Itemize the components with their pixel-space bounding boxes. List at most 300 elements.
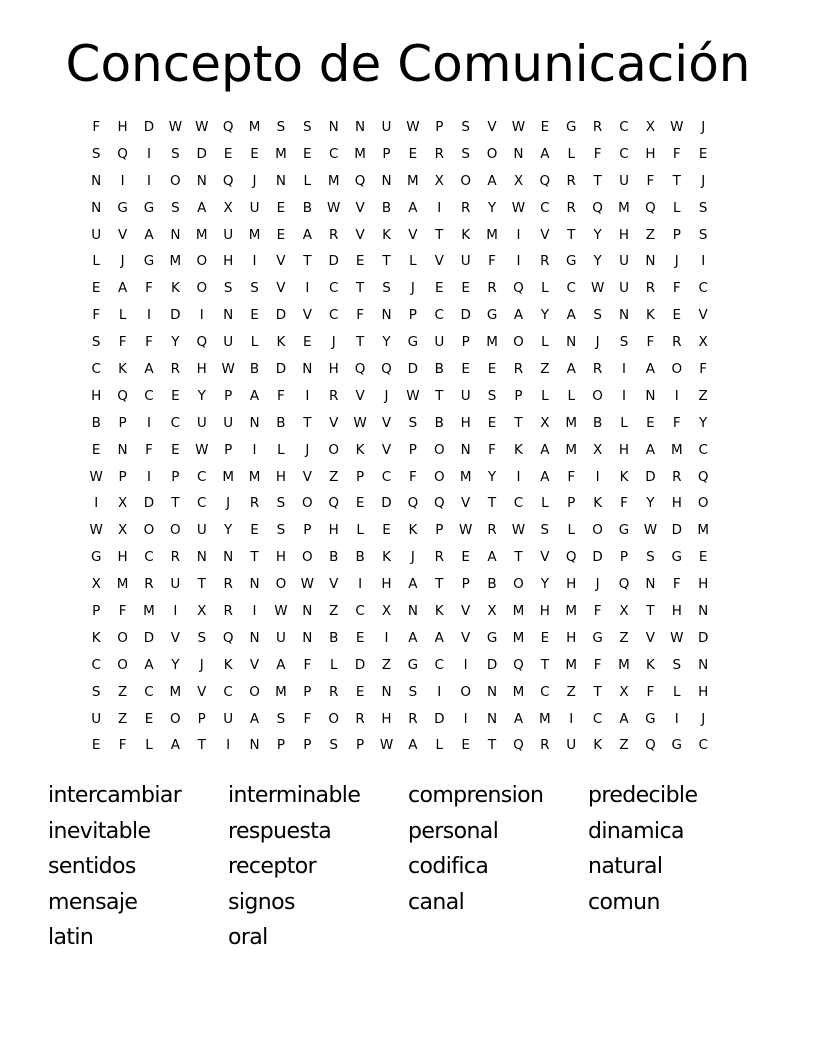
- grid-letter: I: [674, 710, 679, 727]
- grid-letter: B: [249, 361, 260, 378]
- grid-letter: T: [487, 495, 497, 512]
- grid-letter: L: [92, 253, 100, 270]
- grid-letter: L: [567, 387, 575, 404]
- grid-letter: E: [250, 307, 259, 324]
- grid-letter: P: [303, 683, 312, 700]
- grid-letter: P: [92, 603, 101, 620]
- grid-letter: A: [197, 199, 207, 216]
- grid-letter: L: [250, 334, 259, 351]
- grid-letter: R: [513, 361, 524, 378]
- grid-letter: D: [671, 522, 682, 539]
- grid-letter: C: [434, 307, 444, 324]
- grid-letter: D: [460, 307, 471, 324]
- grid-letter: I: [516, 226, 521, 243]
- grid-letter: O: [671, 361, 683, 378]
- grid-letter: L: [277, 441, 285, 458]
- grid-letter: C: [619, 145, 629, 162]
- grid-letter: E: [698, 145, 708, 162]
- grid-letter: I: [463, 656, 468, 673]
- word-list-item: receptor: [228, 854, 317, 879]
- grid-letter: K: [355, 441, 365, 458]
- grid-letter: C: [144, 549, 154, 566]
- grid-letter: H: [539, 603, 550, 620]
- grid-letter: I: [358, 576, 363, 593]
- grid-letter: S: [197, 629, 207, 646]
- grid-letter: S: [408, 414, 418, 431]
- grid-letter: F: [92, 307, 101, 324]
- grid-letter: R: [355, 710, 365, 727]
- grid-letter: K: [118, 361, 128, 378]
- grid-letter: N: [302, 361, 313, 378]
- grid-letter: E: [355, 629, 365, 646]
- grid-letter: Q: [222, 629, 234, 646]
- grid-letter: T: [197, 576, 206, 593]
- grid-letter: W: [458, 522, 473, 539]
- letter-grid: [83, 114, 716, 759]
- grid-letter: Q: [645, 199, 656, 216]
- grid-letter: N: [249, 576, 260, 593]
- grid-letter: O: [592, 387, 603, 404]
- grid-letter: F: [646, 334, 655, 351]
- grid-letter: Q: [328, 495, 340, 512]
- grid-letter: L: [620, 414, 628, 431]
- grid-letter: B: [329, 549, 339, 566]
- grid-letter: I: [674, 387, 679, 404]
- grid-letter: E: [276, 226, 286, 243]
- grid-letter: Y: [487, 468, 497, 485]
- grid-letter: O: [302, 549, 313, 566]
- grid-letter: S: [646, 549, 655, 566]
- grid-letter: C: [328, 145, 339, 162]
- grid-letter: Z: [117, 683, 128, 700]
- grid-letter: I: [516, 468, 521, 485]
- grid-letter: K: [514, 441, 523, 458]
- grid-letter: V: [461, 495, 471, 512]
- grid-letter: U: [91, 226, 102, 243]
- grid-letter: O: [460, 172, 471, 189]
- grid-letter: D: [697, 629, 709, 646]
- grid-letter: X: [592, 441, 603, 458]
- grid-letter: T: [303, 414, 312, 431]
- grid-letter: D: [170, 307, 181, 324]
- grid-letter: R: [223, 576, 233, 593]
- grid-letter: H: [698, 683, 709, 700]
- grid-letter: I: [252, 441, 257, 458]
- grid-letter: A: [540, 468, 550, 485]
- grid-letter: F: [672, 145, 681, 162]
- grid-letter: W: [353, 414, 367, 431]
- grid-letter: J: [384, 387, 389, 404]
- grid-letter: K: [593, 495, 603, 512]
- grid-letter: O: [143, 522, 155, 539]
- grid-letter: I: [120, 172, 125, 189]
- grid-letter: Y: [540, 576, 549, 593]
- grid-letter: I: [437, 199, 442, 216]
- grid-letter: W: [221, 361, 235, 378]
- grid-letter: E: [461, 737, 470, 754]
- grid-letter: F: [699, 361, 708, 378]
- grid-letter: T: [593, 172, 602, 189]
- grid-letter: H: [328, 361, 339, 378]
- grid-letter: E: [91, 280, 101, 297]
- grid-letter: H: [381, 576, 392, 593]
- grid-letter: N: [645, 253, 656, 270]
- grid-letter: G: [486, 307, 498, 324]
- grid-letter: T: [250, 549, 259, 566]
- grid-letter: S: [276, 710, 286, 727]
- grid-letter: P: [435, 522, 444, 539]
- grid-letter: T: [197, 737, 206, 754]
- grid-letter: E: [171, 441, 180, 458]
- grid-letter: Q: [117, 145, 128, 162]
- grid-letter: P: [619, 549, 629, 566]
- grid-letter: R: [408, 710, 418, 727]
- grid-letter: A: [513, 710, 524, 727]
- grid-letter: O: [117, 656, 128, 673]
- grid-letter: E: [672, 307, 682, 324]
- grid-letter: Q: [618, 576, 630, 593]
- grid-letter: Y: [171, 656, 180, 673]
- grid-letter: J: [410, 549, 415, 566]
- grid-letter: Z: [566, 683, 576, 700]
- grid-letter: W: [511, 199, 526, 216]
- grid-letter: Q: [697, 468, 709, 485]
- grid-letter: I: [516, 253, 521, 270]
- grid-letter: X: [197, 603, 207, 620]
- grid-letter: P: [567, 495, 576, 512]
- grid-letter: F: [118, 603, 127, 620]
- grid-letter: C: [698, 737, 708, 754]
- grid-letter: C: [355, 603, 365, 620]
- grid-letter: R: [434, 549, 444, 566]
- grid-letter: N: [328, 119, 339, 135]
- grid-letter: A: [170, 737, 180, 754]
- grid-letter: R: [329, 387, 339, 404]
- grid-letter: X: [698, 334, 708, 351]
- grid-letter: O: [433, 441, 445, 458]
- grid-letter: G: [565, 253, 577, 270]
- grid-letter: H: [275, 468, 286, 485]
- grid-letter: N: [355, 119, 366, 135]
- grid-letter: Z: [117, 710, 128, 727]
- grid-letter: W: [195, 441, 209, 458]
- grid-letter: W: [670, 119, 684, 135]
- grid-letter: I: [463, 710, 468, 727]
- grid-letter: E: [461, 549, 470, 566]
- grid-letter: O: [433, 468, 445, 485]
- grid-letter: K: [91, 629, 101, 646]
- grid-letter: E: [487, 361, 497, 378]
- grid-letter: H: [117, 549, 128, 566]
- word-list-item: oral: [228, 925, 268, 950]
- grid-letter: G: [671, 737, 683, 754]
- grid-letter: D: [143, 119, 155, 135]
- grid-letter: E: [408, 145, 418, 162]
- grid-letter: M: [327, 172, 340, 189]
- grid-letter: E: [646, 414, 655, 431]
- word-list-item: comun: [588, 889, 660, 915]
- grid-letter: M: [565, 414, 578, 431]
- grid-letter: F: [303, 710, 312, 727]
- grid-letter: J: [701, 119, 706, 135]
- grid-letter: C: [144, 387, 154, 404]
- grid-letter: H: [566, 576, 577, 593]
- grid-letter: E: [355, 495, 365, 512]
- grid-letter: J: [226, 495, 231, 512]
- grid-letter: S: [276, 495, 286, 512]
- grid-letter: P: [408, 307, 417, 324]
- grid-letter: Z: [381, 656, 392, 673]
- grid-letter: N: [91, 199, 102, 216]
- grid-letter: F: [567, 468, 576, 485]
- grid-letter: O: [328, 441, 340, 458]
- grid-letter: D: [381, 495, 392, 512]
- grid-letter: R: [645, 280, 656, 297]
- grid-letter: K: [461, 226, 471, 243]
- grid-letter: P: [276, 737, 285, 754]
- grid-letter: V: [434, 253, 444, 270]
- word-list-item: personal: [408, 818, 499, 844]
- grid-letter: J: [331, 334, 336, 351]
- grid-letter: G: [117, 199, 128, 216]
- grid-letter: N: [407, 603, 418, 620]
- grid-letter: T: [567, 226, 576, 243]
- grid-letter: A: [487, 172, 497, 189]
- grid-letter: C: [328, 280, 339, 297]
- grid-letter: C: [328, 307, 339, 324]
- grid-letter: X: [540, 414, 550, 431]
- grid-letter: Q: [354, 361, 366, 378]
- grid-letter: W: [168, 119, 183, 135]
- grid-letter: Y: [197, 387, 206, 404]
- grid-letter: J: [252, 172, 257, 189]
- grid-letter: E: [223, 145, 233, 162]
- grid-letter: N: [487, 710, 498, 727]
- grid-letter: U: [566, 737, 577, 754]
- grid-letter: C: [592, 710, 603, 727]
- grid-letter: T: [435, 226, 444, 243]
- grid-letter: M: [486, 226, 498, 243]
- grid-letter: A: [566, 307, 576, 324]
- grid-letter: I: [173, 603, 178, 620]
- grid-letter: R: [672, 468, 682, 485]
- grid-letter: P: [672, 226, 681, 243]
- grid-letter: X: [487, 603, 497, 620]
- grid-letter: N: [513, 145, 524, 162]
- grid-letter: F: [593, 603, 602, 620]
- grid-letter: R: [223, 603, 233, 620]
- grid-letter: A: [408, 576, 418, 593]
- grid-letter: U: [196, 522, 207, 539]
- grid-letter: V: [249, 656, 260, 673]
- grid-letter: C: [619, 119, 629, 135]
- grid-letter: N: [117, 441, 128, 458]
- grid-letter: U: [619, 280, 629, 297]
- grid-letter: U: [460, 253, 471, 270]
- grid-letter: U: [91, 710, 102, 727]
- grid-letter: L: [435, 737, 444, 754]
- grid-letter: M: [512, 603, 525, 620]
- grid-letter: I: [94, 495, 99, 512]
- grid-letter: Y: [699, 414, 708, 431]
- grid-letter: G: [143, 199, 155, 216]
- grid-letter: K: [593, 737, 603, 754]
- grid-letter: G: [486, 629, 498, 646]
- grid-letter: J: [701, 172, 706, 189]
- grid-letter: Z: [540, 361, 550, 378]
- word-list-item: comprension: [408, 783, 544, 808]
- grid-letter: L: [567, 145, 575, 162]
- grid-letter: C: [91, 656, 101, 673]
- grid-letter: N: [170, 226, 181, 243]
- grid-letter: A: [645, 441, 656, 458]
- grid-letter: P: [356, 737, 365, 754]
- grid-letter: K: [645, 307, 655, 324]
- grid-letter: V: [698, 307, 708, 324]
- grid-letter: M: [512, 683, 525, 700]
- grid-letter: W: [511, 119, 526, 135]
- grid-letter: R: [329, 226, 339, 243]
- grid-letter: V: [197, 683, 207, 700]
- grid-letter: L: [567, 522, 575, 539]
- grid-letter: I: [437, 683, 442, 700]
- grid-letter: Z: [619, 629, 629, 646]
- grid-letter: V: [355, 387, 365, 404]
- grid-letter: D: [143, 629, 155, 646]
- grid-letter: R: [672, 334, 682, 351]
- grid-letter: Z: [698, 387, 708, 404]
- grid-letter: C: [434, 656, 444, 673]
- grid-letter: G: [618, 522, 630, 539]
- grid-letter: R: [144, 576, 154, 593]
- grid-letter: E: [144, 710, 154, 727]
- grid-letter: G: [671, 549, 683, 566]
- grid-letter: P: [461, 334, 470, 351]
- grid-letter: U: [460, 387, 471, 404]
- grid-letter: D: [196, 145, 207, 162]
- grid-letter: P: [197, 710, 206, 727]
- grid-letter: D: [275, 307, 287, 324]
- grid-letter: U: [434, 334, 445, 351]
- grid-letter: Q: [592, 199, 603, 216]
- grid-letter: P: [303, 737, 312, 754]
- grid-letter: I: [622, 387, 626, 404]
- grid-letter: M: [248, 468, 261, 485]
- grid-letter: S: [250, 280, 259, 297]
- word-list-item: predecible: [588, 783, 698, 808]
- grid-letter: U: [223, 414, 234, 431]
- grid-letter: E: [91, 737, 101, 754]
- grid-letter: C: [540, 683, 550, 700]
- grid-letter: W: [670, 629, 684, 646]
- grid-letter: A: [408, 199, 418, 216]
- grid-letter: A: [566, 361, 576, 378]
- grid-letter: F: [672, 414, 681, 431]
- word-list-item: dinamica: [588, 818, 684, 844]
- grid-letter: H: [381, 710, 392, 727]
- grid-letter: T: [672, 172, 681, 189]
- grid-letter: R: [487, 522, 497, 539]
- grid-letter: R: [434, 145, 444, 162]
- grid-letter: J: [305, 441, 310, 458]
- grid-letter: W: [195, 119, 209, 135]
- grid-letter: H: [223, 253, 234, 270]
- grid-letter: A: [144, 361, 154, 378]
- grid-letter: S: [593, 307, 602, 324]
- word-list-item: latin: [48, 925, 94, 950]
- grid-letter: G: [565, 119, 577, 135]
- grid-letter: S: [171, 199, 180, 216]
- grid-letter: Z: [329, 603, 339, 620]
- grid-letter: S: [276, 522, 286, 539]
- grid-letter: E: [698, 549, 708, 566]
- grid-letter: Q: [407, 495, 419, 512]
- grid-letter: B: [381, 199, 392, 216]
- grid-letter: X: [223, 199, 233, 216]
- grid-letter: U: [249, 199, 260, 216]
- grid-letter: V: [408, 226, 418, 243]
- grid-letter: M: [143, 603, 155, 620]
- grid-letter: K: [382, 549, 391, 566]
- grid-letter: W: [590, 280, 605, 297]
- grid-letter: A: [249, 387, 260, 404]
- grid-letter: V: [170, 629, 180, 646]
- grid-letter: M: [169, 683, 182, 700]
- grid-letter: V: [461, 603, 471, 620]
- grid-letter: H: [328, 522, 339, 539]
- grid-letter: U: [196, 414, 207, 431]
- grid-letter: E: [540, 119, 550, 135]
- grid-letter: M: [565, 441, 578, 458]
- grid-letter: W: [89, 468, 103, 485]
- word-list-item: intercambiar: [48, 783, 182, 808]
- grid-letter: K: [223, 656, 233, 673]
- grid-letter: E: [540, 629, 550, 646]
- grid-letter: V: [302, 468, 312, 485]
- grid-letter: H: [196, 361, 207, 378]
- grid-letter: N: [91, 172, 102, 189]
- grid-letter: V: [302, 307, 312, 324]
- grid-letter: Q: [539, 172, 551, 189]
- grid-letter: T: [435, 576, 444, 593]
- word-list-item: inevitable: [48, 818, 151, 844]
- grid-letter: A: [645, 361, 656, 378]
- grid-letter: G: [407, 656, 419, 673]
- grid-letter: B: [434, 414, 444, 431]
- grid-letter: F: [646, 172, 655, 189]
- grid-letter: U: [275, 629, 286, 646]
- grid-letter: M: [459, 468, 472, 485]
- grid-letter: V: [329, 414, 339, 431]
- grid-letter: S: [91, 145, 101, 162]
- grid-letter: N: [460, 441, 471, 458]
- grid-letter: L: [541, 280, 549, 297]
- grid-letter: D: [354, 656, 366, 673]
- grid-letter: O: [249, 683, 260, 700]
- grid-letter: H: [460, 414, 471, 431]
- grid-letter: J: [199, 656, 204, 673]
- grid-letter: C: [223, 683, 233, 700]
- grid-letter: T: [355, 280, 365, 297]
- grid-letter: E: [461, 361, 470, 378]
- grid-letter: V: [540, 549, 550, 566]
- grid-letter: E: [355, 683, 365, 700]
- grid-letter: L: [541, 495, 549, 512]
- grid-letter: S: [329, 737, 338, 754]
- grid-letter: W: [511, 522, 526, 539]
- grid-letter: Q: [433, 495, 445, 512]
- grid-letter: N: [249, 629, 260, 646]
